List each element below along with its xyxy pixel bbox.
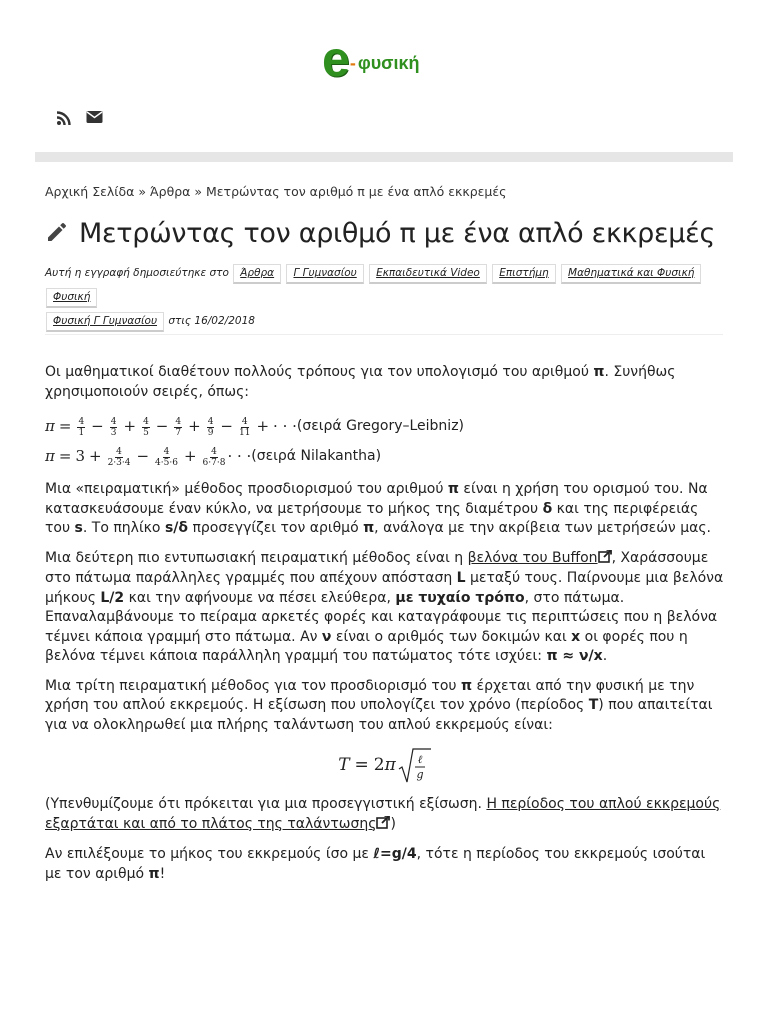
paragraph (45, 677, 725, 736)
post-meta (45, 261, 725, 333)
text-bold: s (74, 520, 83, 536)
text: . Συνήθως χρησιμοποιούν σειρές, όπως: (45, 364, 676, 400)
text-bold: π (447, 481, 459, 497)
text-bold: L (456, 570, 466, 586)
text: Μια δεύτερη πιο εντυπωσιακή πειραματική μέθοδος είναι η (45, 549, 468, 566)
site-header (0, 0, 768, 165)
text: ) που απαιτείται για να ολοκληρωθεί μια πλήρης ταλάντωση του απλού εκκρεμούς είναι: (45, 697, 713, 733)
external-link-icon[interactable] (598, 550, 612, 570)
rss-icon[interactable] (56, 110, 72, 126)
text-bold: π (148, 865, 160, 882)
text-bold: L/2 (100, 589, 125, 606)
external-link-icon[interactable] (376, 816, 390, 836)
text-bold: με τυχαίο τρόπο (395, 589, 525, 606)
series-name: (σειρά Nilakantha) (251, 448, 382, 465)
text: Μια τρίτη πειραματική μέθοδος για τον προσδιορισμό του (45, 677, 461, 694)
amplitude-link[interactable]: Η περίοδος του απλού εκκρεμούς εξαρτάται και από το πλάτος της ταλάντωσης (45, 796, 721, 832)
text: . Το πηλίκο (82, 520, 165, 536)
text: (Υπενθυμίζουμε ότι πρόκειται για μια προσεγγιστική εξίσωση. (45, 796, 487, 812)
site-logo[interactable] (322, 31, 420, 87)
text-bold: π (363, 520, 375, 536)
formula-pendulum-period: T = 2 π ℓ g (45, 745, 725, 787)
text-bold: π (593, 364, 605, 380)
text-bold: π ≈ ν/x (546, 648, 603, 664)
paragraph (45, 480, 725, 539)
text: Αν επιλέξουμε το μήκος του εκκρεμούς ίσο με (45, 846, 374, 862)
logo-letter: e (322, 31, 349, 87)
paragraph (45, 845, 725, 884)
text-bold: x (571, 628, 581, 645)
text: , στο πάτωμα. Επαναλαμβάνουμε το πείραμα αρκετές φορές και καταγράφουμε τις περιπτώσεις που η βελόνα τέμνει κάποια γραμμή στο πάτωμα. Αν (45, 589, 718, 645)
breadcrumb-separator: » (190, 184, 207, 199)
email-icon[interactable] (86, 110, 103, 126)
text-bold: s/δ (164, 520, 189, 536)
breadcrumb (45, 184, 506, 199)
post-date: 16/02/2018 (194, 315, 255, 327)
header-divider (35, 152, 733, 162)
breadcrumb-separator: » (134, 184, 150, 199)
logo-text: φυσική (357, 52, 420, 73)
content-divider (45, 334, 723, 335)
text-bold: T (588, 697, 599, 713)
breadcrumb-home[interactable]: Αρχική Σελίδα (45, 184, 135, 199)
text: , τότε η περίοδος του εκκρεμούς ισούται με τον αριθμό (45, 846, 706, 882)
formula-nilakantha: π = 3 + $\frac{4}{2\cdot 3\cdot 4}$ − $\frac{4}{4\cdot 5\cdot 6}$ + $\frac{4}{6\cdot 7\cdot 8}$ · · · (σειρά Nilakantha) (45, 446, 382, 468)
text-bold: ℓ=g/4 (373, 846, 417, 862)
pencil-icon (45, 220, 69, 248)
paragraph (45, 549, 725, 667)
text: είναι η χρήση του ορισμού του. Να κατασκευάσουμε έναν κύκλο, να μετρήσουμε το μήκος της διαμέτρου (45, 481, 708, 517)
category-tag[interactable]: Φυσική Γ Γυμνασίου (46, 312, 164, 332)
series-name: (σειρά Gregory–Leibniz) (296, 418, 464, 435)
logo-dash: - (349, 52, 356, 73)
formula-gregory-leibniz: π = $\frac{4}{1}$ − $\frac{4}{3}$ + $\frac{4}{5}$ − $\frac{4}{7}$ + $\frac{4}{9}$ − $\frac{4}{11}$ + · · · (σειρά Gregory–Leibniz) (45, 416, 464, 438)
category-tag[interactable]: Άρθρα (233, 264, 281, 284)
text: ! (159, 865, 166, 882)
date-prefix: στις (168, 315, 192, 327)
breadcrumb-section[interactable]: Άρθρα (149, 184, 191, 199)
text: προσεγγίζει τον αριθμό (188, 520, 364, 536)
text: ) (390, 815, 396, 832)
page-title: Μετρώντας τον αριθμό π με ένα απλό εκκρεμές (79, 218, 716, 249)
category-tag[interactable]: Επιστήμη (492, 264, 555, 284)
text: μεταξύ τους. Παίρνουμε μια βελόνα μήκους (45, 570, 724, 606)
text: , Χαράσσουμε στο πάτωμα παράλληλες γραμμές που απέχουν απόσταση (45, 549, 709, 586)
category-tag[interactable]: Φυσική (46, 288, 97, 308)
category-tag[interactable]: Εκπαιδευτικά Video (369, 264, 487, 284)
text: έρχεται από την φυσική με την χρήση του απλού εκκρεμούς. Η εξίσωση που υπολογίζει τον χρόνο (περίοδος (45, 677, 695, 713)
svg-text:ℓ: ℓ (417, 753, 423, 766)
article-body (45, 363, 725, 894)
text: . (602, 648, 608, 664)
text: και την αφήνουμε να πέσει ελεύθερα, (124, 589, 396, 606)
paragraph (45, 795, 725, 835)
category-tag[interactable]: Γ Γυμνασίου (286, 264, 363, 284)
svg-text:g: g (416, 768, 424, 781)
breadcrumb-current: Μετρώντας τον αριθμό π με ένα απλό εκκρεμές (206, 184, 507, 199)
category-tag[interactable]: Μαθηματικά και Φυσική (561, 264, 701, 284)
text-bold: δ (542, 500, 553, 517)
text: οι φορές που η βελόνα τέμνει κάποια παράλληλη γραμμή του πατώματος τότε ισχύει: (45, 628, 688, 664)
social-icons (56, 110, 103, 126)
text: , ανάλογα με την ακρίβεια των μετρήσεών μας. (374, 520, 712, 536)
meta-prefix: Αυτή η εγγραφή δημοσιεύτηκε στο (45, 267, 229, 279)
text-bold: π (460, 677, 473, 694)
paragraph (45, 363, 725, 402)
text: Οι μαθηματικοί διαθέτουν πολλούς τρόπους για τον υπολογισμό του αριθμού (45, 364, 594, 380)
text: είναι ο αριθμός των δοκιμών και (331, 628, 572, 645)
text: Μια «πειραματική» μέθοδος προσδιορισμού του αριθμού (45, 481, 448, 497)
title-row (45, 218, 715, 249)
text: και της περιφέρειάς του (45, 500, 699, 536)
text-bold: ν (321, 628, 332, 645)
buffon-link[interactable]: βελόνα του Buffon (467, 549, 598, 566)
